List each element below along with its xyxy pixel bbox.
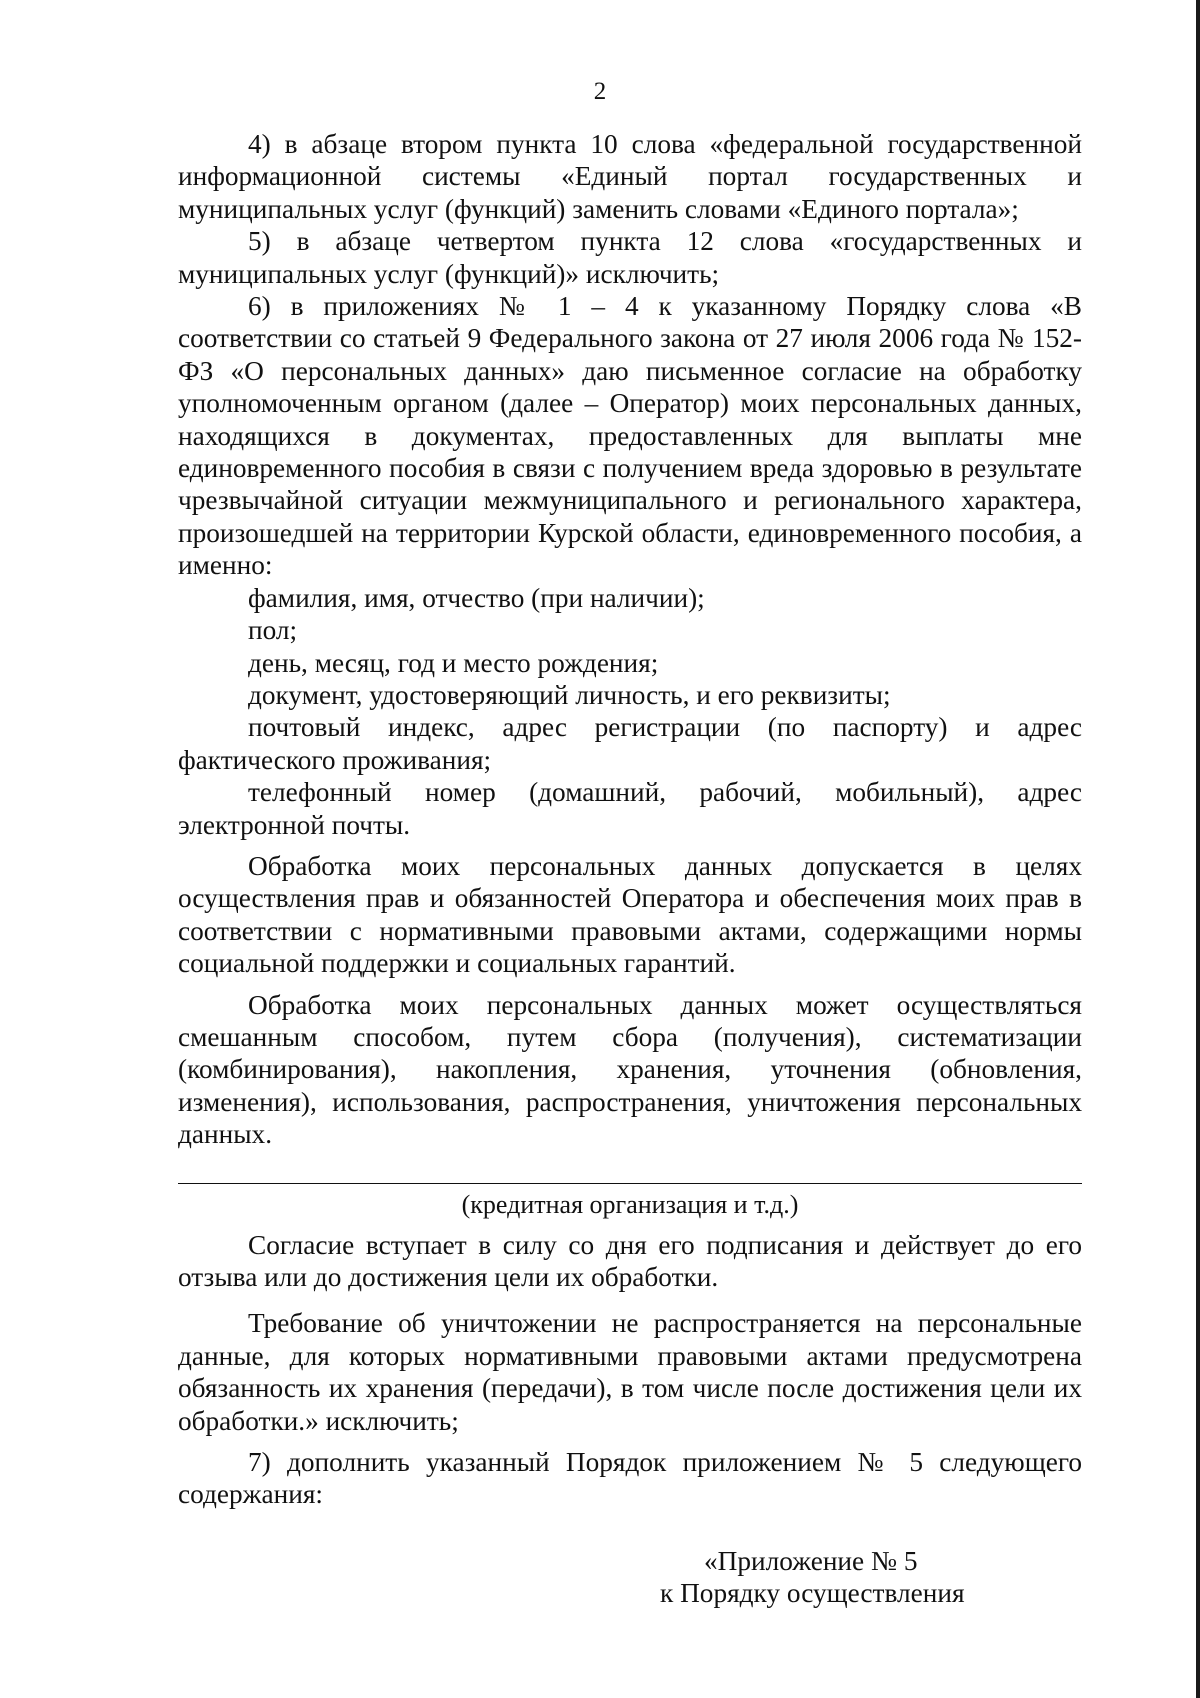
appendix-note-subtitle: к Порядку осуществления <box>660 1578 965 1609</box>
list-item-birth: день, месяц, год и место рождения; <box>248 647 659 678</box>
paragraph-consent-validity: Согласие вступает в силу со дня его подписания и действует до его отзыва или до достижения цели их обработки. <box>178 1229 1082 1292</box>
paragraph-item-5: 5) в абзаце четвертом пункта 12 слова «государственных и муниципальных услуг (функций)» исключить; <box>178 226 1082 289</box>
scan-edge <box>1196 0 1200 1698</box>
list-item-address: почтовый индекс, адрес регистрации (по паспорту) и адрес фактического проживания; <box>178 712 1082 775</box>
paragraph-destruction-requirement: Требование об уничтожении не распространяется на персональные данные, для которых нормативными правовыми актами предусмотрена обязанность их хранения (передачи), в том числе после достижения цели их обработки.» исключить; <box>178 1308 1082 1436</box>
paragraph-item-7: 7) дополнить указанный Порядок приложением № 5 следующего содержания: <box>178 1447 1082 1510</box>
appendix-note <box>660 1545 980 1610</box>
blank-line <box>178 1183 1082 1184</box>
list-item-id-document: документ, удостоверяющий личность, и его реквизиты; <box>248 679 891 710</box>
page-number: 2 <box>593 78 607 105</box>
paragraph-item-6: 6) в приложениях № 1 – 4 к указанному Порядку слова «В соответствии со статьей 9 Федерального закона от 27 июля 2006 года № 152-ФЗ «О персональных данных» даю письменное согласие на обработку уполномоченным органом (далее – Оператор) моих персональных данных, находящихся в документах, предоставленных для выплаты мне единовременного пособия в связи с получением вреда здоровью в результате чрезвычайной ситуации межмуниципального и регионального характера, произошедшей на территории Курской области, единовременного пособия, а именно: <box>178 291 1082 581</box>
paragraph-item-4: 4) в абзаце втором пункта 10 слова «федеральной государственной информационной системы «Единый портал государственных и муниципальных услуг (функций) заменить словами «Единого портала»; <box>178 129 1082 224</box>
list-item-full-name: фамилия, имя, отчество (при наличии); <box>248 582 705 613</box>
paragraph-processing-purpose: Обработка моих персональных данных допускается в целях осуществления прав и обязанностей Оператора и обеспечения моих прав в соответствии с нормативными правовыми актами, содержащими нормы социальной поддержки и социальных гарантий. <box>178 850 1082 979</box>
paragraph-processing-method: Обработка моих персональных данных может осуществляться смешанным способом, путем сбора (получения), систематизации (комбинирования), накопления, хранения, уточнения (обновления, изменения), использования, распространения, уничтожения персональных данных. <box>178 989 1082 1150</box>
blank-line-caption: (кредитная организация и т.д.) <box>461 1189 799 1219</box>
list-item-contacts: телефонный номер (домашний, рабочий, мобильный), адрес электронной почты. <box>178 777 1082 840</box>
appendix-note-title: «Приложение № 5 <box>704 1545 918 1576</box>
document-body <box>178 128 1082 1610</box>
list-item-sex: пол; <box>248 615 298 646</box>
